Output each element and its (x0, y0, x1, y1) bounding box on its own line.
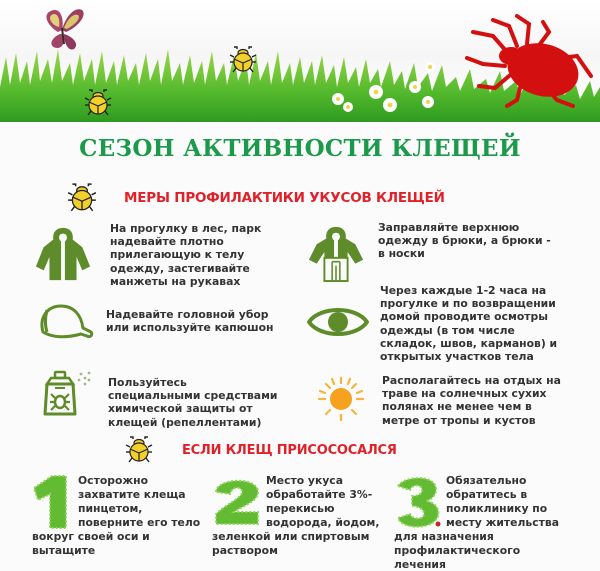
step-text-top: Обязательно обратитесь в поликлинику по месту жительства (446, 474, 560, 529)
prevention-heading-text: МЕРЫ ПРОФИЛАКТИКИ УКУСОВ КЛЕЩЕЙ (124, 190, 445, 206)
page-title: СЕЗОН АКТИВНОСТИ КЛЕЩЕЙ (79, 135, 521, 162)
step-text-bottom: для назначения профилактического лечения (394, 530, 521, 571)
cap-icon (37, 302, 95, 342)
eye-icon (306, 302, 370, 342)
grass-number-2-icon (212, 474, 264, 526)
prevention-heading (66, 182, 445, 214)
step-text-bottom: вокруг своей оси и вытащите (32, 530, 150, 557)
sun-icon (315, 376, 367, 422)
if-bitten-heading-text: ЕСЛИ КЛЕЩ ПРИСОСОСАЛСЯ (182, 442, 397, 458)
jacket-icon (34, 224, 92, 282)
beetle-icon (124, 435, 154, 465)
step-text-top: Место укуса обработайте 3%- перекисью водорода, йодом, (266, 474, 380, 529)
step-text-top: Осторожно захватите клеща пинцетом, поверните его тело (78, 474, 201, 529)
prevention-item-text: Располагайтесь на отдых на траве на солнечных сухих полянах не менее чем в метре от тропы и кустов (382, 374, 561, 427)
beetle-icon (228, 45, 258, 75)
prevention-item-clothing (24, 224, 294, 288)
beetle-icon (83, 88, 113, 118)
prevention-item-tuck (300, 222, 590, 284)
prevention-item-rest-place (306, 374, 596, 427)
prevention-item-text: Заправляйте верхнюю одежду в брюки, а брюки - в носки (378, 221, 551, 261)
jacket-pants-icon (307, 222, 365, 284)
prevention-item-text: Пользуйтесь специальными средствами химической защиты от клещей (репеллентами) (108, 376, 278, 429)
prevention-item-headwear (30, 302, 300, 342)
grass-number-3-icon (394, 474, 444, 530)
step-3 (394, 474, 594, 571)
prevention-item-text: На прогулку в лес, парк надевайте плотно прилегающую к телу одежду, застегивайте манжеты на рукавах (110, 222, 262, 288)
step-1 (30, 474, 210, 570)
prevention-item-text: Надевайте головной убор или используйте капюшон (106, 308, 274, 335)
grass-number-1-icon (30, 474, 72, 530)
if-bitten-heading (124, 435, 397, 465)
prevention-item-text: Через каждые 1-2 часа на прогулке и по возвращении домой проводите осмотры одежды (в том числе складок, швов, карманов) и открытых участков тела (380, 284, 558, 364)
repellent-spray-icon (41, 370, 95, 416)
step-2 (212, 474, 392, 570)
header-banner (0, 0, 600, 122)
prevention-item-repellent (32, 370, 302, 429)
tick-illustration (465, 14, 595, 109)
step-text-bottom: зеленкой или спиртовым раствором (212, 530, 370, 557)
prevention-item-inspection (302, 284, 592, 363)
beetle-icon (66, 182, 98, 214)
